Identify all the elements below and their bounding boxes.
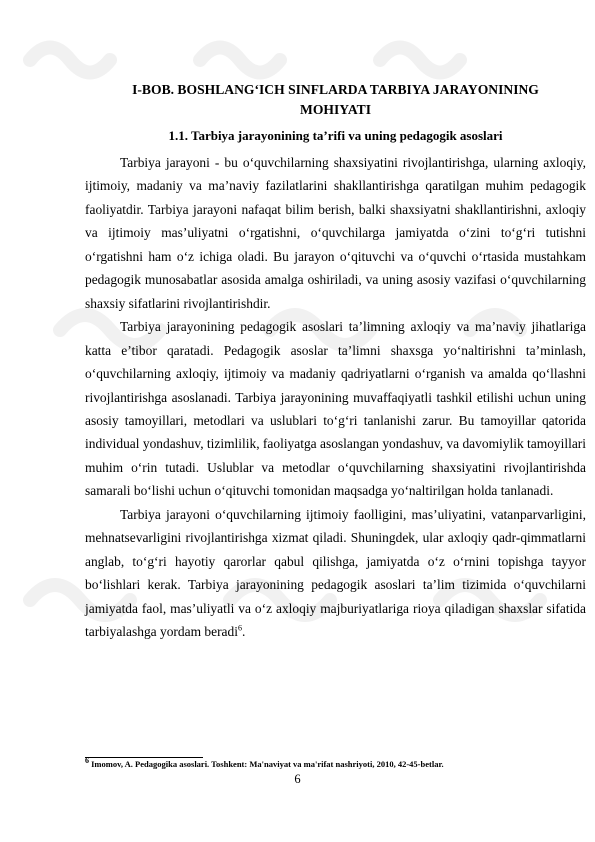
footnote [85, 756, 586, 770]
chapter-title [85, 80, 586, 120]
section-title: 1.1. Tarbiya jarayonining ta’rifi va uning pedagogik asoslari [168, 128, 503, 143]
paragraph-1: Tarbiya jarayoni - bu o‘quvchilarning shaxsiyatini rivojlantirishga, ularning axloqiy, ijtimoiy, madaniy va ma’naviy fazilatlarini shakllantirishga qaratilgan muhim pedagogik faoliyatdir. Tarbiya jarayoni nafaqat bilim berish, balki shaxsiyatni shakllantirishni, axloqiy va ijtimoiy mas’uliyatni o‘rgatishni, o‘quvchilarga jamiyatda o‘zini to‘g‘ri tutishni o‘rgatishni ham o‘z ichiga oladi. Bu jarayon o‘qituvchi va o‘quvchi o‘rtasida mustahkam pedagogik munosabatlar asosida amalga oshiriladi, va uning asosiy vazifasi o‘quvchilarning shaxsiy sifatlarini rivojlantirishdir. [85, 155, 586, 311]
chapter-title-line1: I-BOB. BOSHLANG‘ICH SINFLARDA TARBIYA JARAYONINING [132, 82, 539, 97]
chapter-title-line2: MOHIYATI [299, 102, 371, 117]
footnote-separator [85, 757, 203, 758]
paragraph-2: Tarbiya jarayonining pedagogik asoslari ta’limning axloqiy va ma’naviy jihatlariga katta e’tibor qaratadi. Pedagogik asoslar ta’limni shaxsga yo‘naltirishni ta’minlash, o‘quvchilarning axloqiy, ijtimoiy va madaniy qadriyatlarni o‘rganish va amalda qo‘llashni rivojlantirishga asoslanadi. Tarbiya jarayonining muvaffaqiyatli tashkil etilishi uchun uning asosiy tamoyillari, metodlari va uslublari to‘g‘ri tanlanishi zarur. Bu tamoyillar qatorida individual yondashuv, tizimlilik, faoliyatga asoslangan yondashuv, va davomiylik tamoyillari muhim o‘rin tutadi. Uslublar va metodlar o‘quvchilarning shaxsiyatini rivojlantirishda samarali bo‘lishi uchun o‘qituvchi tomonidan maqsadga yo‘naltirilgan holda tanlanadi. [85, 319, 586, 499]
footnote-marker: 6 [85, 756, 89, 766]
footnote-reference: 6 [237, 623, 242, 633]
paragraph-3-text: Tarbiya jarayoni o‘quvchilarning ijtimoiy faolligini, mas’uliyatini, vatanparvarligini, mehnatsevarligini rivojlantirishga xizmat qiladi. Shuningdek, ular axloqiy qadr-qimmatlarni anglab, to‘g‘ri hayotiy qarorlar qabul qilishga, jamiyatda o‘z o‘rnini topishga tayyor bo‘lishlari kerak. Tarbiya jarayonining pedagogik asoslari ta’lim tizimida o‘quvchilarni jamiyatda faol, mas’uliyatli va o‘z axloqiy majburiyatlariga rioya qiladigan shaxslar sifatida tarbiyalashga yordam beradi [85, 506, 586, 640]
body-text [85, 151, 586, 644]
page-number: 6 [294, 772, 301, 786]
paragraph-3 [85, 503, 586, 644]
paragraph-3-end: . [241, 624, 246, 640]
footnote-text: Imomov, A. Pedagogika asoslari. Toshkent: Ma'naviyat va ma'rifat nashriyoti, 2010, 42-45-betlar. [91, 759, 444, 769]
